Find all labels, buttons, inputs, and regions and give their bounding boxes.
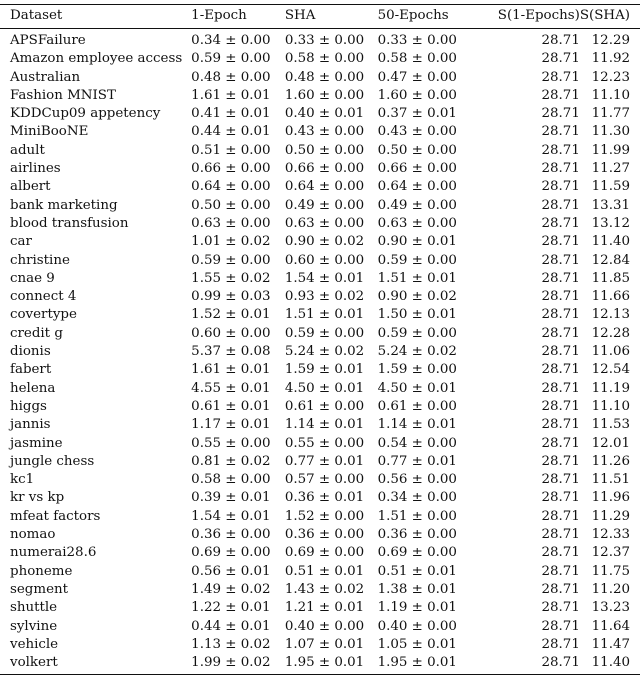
table-row bbox=[0, 29, 640, 51]
cell-speedup-1-epoch: 28.71 bbox=[541, 508, 580, 524]
cell-50-epochs: 1.38 ± 0.01 bbox=[377, 581, 457, 597]
table-row bbox=[0, 398, 640, 416]
cell-dataset: numerai28.6 bbox=[10, 545, 97, 561]
cell-sha: 0.59 ± 0.00 bbox=[284, 325, 365, 341]
cell-50-epochs: 4.50 ± 0.01 bbox=[377, 380, 457, 396]
cell-50-epochs: 0.43 ± 0.00 bbox=[377, 124, 457, 140]
cell-sha: 0.51 ± 0.01 bbox=[284, 563, 365, 579]
cell-dataset: segment bbox=[10, 581, 68, 597]
cell-dataset: Fashion MNIST bbox=[10, 87, 116, 103]
cell-speedup-sha: 11.53 bbox=[591, 417, 630, 433]
cell-dataset: jasmine bbox=[10, 435, 63, 451]
table-row bbox=[0, 50, 640, 68]
cell-dataset: shuttle bbox=[10, 600, 58, 616]
table-row bbox=[0, 123, 640, 141]
cell-sha: 1.21 ± 0.01 bbox=[284, 600, 365, 616]
cell-speedup-sha: 12.28 bbox=[591, 325, 630, 341]
cell-speedup-sha: 12.01 bbox=[591, 435, 630, 451]
cell-50-epochs: 0.47 ± 0.00 bbox=[377, 69, 457, 85]
cell-1-epoch: 0.55 ± 0.00 bbox=[191, 435, 271, 451]
cell-speedup-sha: 11.96 bbox=[591, 490, 630, 506]
cell-50-epochs: 0.40 ± 0.00 bbox=[377, 618, 457, 634]
header-speedup-sha: S(SHA) bbox=[579, 8, 630, 24]
table-row bbox=[0, 453, 640, 471]
cell-speedup-1-epoch: 28.71 bbox=[541, 600, 580, 616]
cell-speedup-sha: 11.64 bbox=[591, 618, 630, 634]
cell-speedup-1-epoch: 28.71 bbox=[541, 234, 580, 250]
cell-sha: 4.50 ± 0.01 bbox=[284, 380, 365, 396]
cell-sha: 0.64 ± 0.00 bbox=[284, 179, 365, 195]
cell-1-epoch: 0.44 ± 0.01 bbox=[191, 124, 271, 140]
cell-dataset: cnae 9 bbox=[10, 270, 55, 286]
cell-speedup-sha: 12.13 bbox=[591, 307, 630, 323]
table-row bbox=[0, 636, 640, 654]
cell-1-epoch: 0.41 ± 0.01 bbox=[191, 106, 271, 122]
cell-speedup-1-epoch: 28.71 bbox=[541, 142, 580, 158]
cell-50-epochs: 0.49 ± 0.00 bbox=[377, 197, 457, 213]
cell-speedup-sha: 13.23 bbox=[591, 600, 630, 616]
cell-speedup-1-epoch: 28.71 bbox=[541, 307, 580, 323]
cell-speedup-sha: 11.59 bbox=[591, 179, 630, 195]
cell-speedup-1-epoch: 28.71 bbox=[541, 87, 580, 103]
cell-sha: 1.60 ± 0.00 bbox=[284, 87, 365, 103]
cell-dataset: higgs bbox=[10, 398, 47, 414]
cell-speedup-sha: 11.92 bbox=[591, 51, 630, 67]
cell-50-epochs: 1.14 ± 0.01 bbox=[377, 417, 457, 433]
cell-50-epochs: 1.19 ± 0.01 bbox=[377, 600, 457, 616]
cell-speedup-1-epoch: 28.71 bbox=[541, 618, 580, 634]
cell-speedup-1-epoch: 28.71 bbox=[541, 655, 580, 671]
cell-speedup-1-epoch: 28.71 bbox=[541, 417, 580, 433]
table-row bbox=[0, 252, 640, 270]
cell-dataset: MiniBooNE bbox=[10, 124, 89, 140]
cell-1-epoch: 0.34 ± 0.00 bbox=[191, 33, 271, 48]
cell-50-epochs: 0.58 ± 0.00 bbox=[377, 51, 457, 67]
cell-speedup-sha: 11.06 bbox=[591, 344, 630, 360]
cell-dataset: jannis bbox=[10, 417, 51, 433]
cell-speedup-1-epoch: 28.71 bbox=[541, 435, 580, 451]
table-row bbox=[0, 270, 640, 288]
cell-1-epoch: 0.60 ± 0.00 bbox=[191, 325, 271, 341]
cell-50-epochs: 0.63 ± 0.00 bbox=[377, 215, 457, 231]
cell-sha: 1.59 ± 0.01 bbox=[284, 362, 365, 378]
cell-50-epochs: 1.51 ± 0.01 bbox=[377, 270, 457, 286]
table-header bbox=[0, 5, 640, 29]
cell-speedup-1-epoch: 28.71 bbox=[541, 289, 580, 305]
cell-50-epochs: 0.66 ± 0.00 bbox=[377, 161, 457, 177]
cell-speedup-sha: 11.99 bbox=[591, 142, 630, 158]
cell-1-epoch: 1.52 ± 0.01 bbox=[191, 307, 271, 323]
cell-sha: 1.52 ± 0.00 bbox=[284, 508, 365, 524]
cell-sha: 0.58 ± 0.00 bbox=[284, 51, 365, 67]
table-row bbox=[0, 380, 640, 398]
cell-50-epochs: 1.60 ± 0.00 bbox=[377, 87, 457, 103]
cell-50-epochs: 1.51 ± 0.00 bbox=[377, 508, 457, 524]
cell-dataset: Australian bbox=[10, 69, 81, 85]
cell-speedup-sha: 11.40 bbox=[591, 234, 630, 250]
cell-sha: 0.61 ± 0.00 bbox=[284, 398, 365, 414]
table-row bbox=[0, 215, 640, 233]
cell-1-epoch: 0.39 ± 0.01 bbox=[191, 490, 271, 506]
cell-speedup-sha: 12.23 bbox=[591, 69, 630, 85]
cell-1-epoch: 0.61 ± 0.01 bbox=[191, 398, 271, 414]
cell-sha: 5.24 ± 0.02 bbox=[284, 344, 365, 360]
header-1-epoch: 1-Epoch bbox=[191, 8, 247, 24]
cell-speedup-sha: 11.30 bbox=[591, 124, 630, 140]
cell-sha: 0.77 ± 0.01 bbox=[284, 453, 365, 469]
table-row bbox=[0, 416, 640, 434]
cell-1-epoch: 0.81 ± 0.02 bbox=[191, 453, 271, 469]
cell-sha: 0.48 ± 0.00 bbox=[284, 69, 365, 85]
cell-sha: 0.60 ± 0.00 bbox=[284, 252, 365, 268]
table-row bbox=[0, 544, 640, 562]
cell-50-epochs: 1.50 ± 0.01 bbox=[377, 307, 457, 323]
cell-sha: 0.40 ± 0.00 bbox=[284, 618, 365, 634]
cell-1-epoch: 1.22 ± 0.01 bbox=[191, 600, 271, 616]
cell-speedup-sha: 12.37 bbox=[591, 545, 630, 561]
cell-50-epochs: 0.50 ± 0.00 bbox=[377, 142, 457, 158]
table-row bbox=[0, 581, 640, 599]
cell-1-epoch: 1.13 ± 0.02 bbox=[191, 636, 271, 652]
table-row bbox=[0, 563, 640, 581]
cell-sha: 0.90 ± 0.02 bbox=[284, 234, 365, 250]
cell-1-epoch: 0.36 ± 0.00 bbox=[191, 527, 271, 543]
table-row bbox=[0, 105, 640, 123]
cell-sha: 0.36 ± 0.00 bbox=[284, 527, 365, 543]
cell-speedup-sha: 12.54 bbox=[591, 362, 630, 378]
cell-1-epoch: 0.69 ± 0.00 bbox=[191, 545, 271, 561]
cell-1-epoch: 1.55 ± 0.02 bbox=[191, 270, 271, 286]
cell-speedup-sha: 12.29 bbox=[591, 33, 630, 48]
cell-sha: 1.95 ± 0.01 bbox=[284, 655, 365, 671]
cell-speedup-sha: 12.33 bbox=[591, 527, 630, 543]
cell-dataset: bank marketing bbox=[10, 197, 118, 213]
table-row bbox=[0, 160, 640, 178]
cell-50-epochs: 0.54 ± 0.00 bbox=[377, 435, 457, 451]
cell-dataset: covertype bbox=[10, 307, 77, 323]
cell-speedup-1-epoch: 28.71 bbox=[541, 362, 580, 378]
cell-speedup-sha: 11.47 bbox=[591, 636, 630, 652]
cell-dataset: nomao bbox=[10, 527, 56, 543]
cell-dataset: volkert bbox=[10, 655, 58, 671]
cell-50-epochs: 0.90 ± 0.01 bbox=[377, 234, 457, 250]
cell-speedup-1-epoch: 28.71 bbox=[541, 545, 580, 561]
cell-50-epochs: 1.59 ± 0.00 bbox=[377, 362, 457, 378]
cell-1-epoch: 1.54 ± 0.01 bbox=[191, 508, 271, 524]
cell-50-epochs: 0.51 ± 0.01 bbox=[377, 563, 457, 579]
cell-dataset: phoneme bbox=[10, 563, 73, 579]
cell-sha: 0.40 ± 0.01 bbox=[284, 106, 365, 122]
cell-dataset: credit g bbox=[10, 325, 63, 341]
cell-speedup-sha: 11.51 bbox=[591, 472, 630, 488]
cell-speedup-1-epoch: 28.71 bbox=[541, 252, 580, 268]
cell-1-epoch: 0.48 ± 0.00 bbox=[191, 69, 271, 85]
table-row bbox=[0, 489, 640, 507]
cell-sha: 0.57 ± 0.00 bbox=[284, 472, 365, 488]
cell-speedup-1-epoch: 28.71 bbox=[541, 161, 580, 177]
cell-1-epoch: 4.55 ± 0.01 bbox=[191, 380, 271, 396]
cell-dataset: kr vs kp bbox=[10, 490, 65, 506]
cell-50-epochs: 1.05 ± 0.01 bbox=[377, 636, 457, 652]
table-body bbox=[0, 29, 640, 675]
cell-50-epochs: 0.90 ± 0.02 bbox=[377, 289, 457, 305]
header-row bbox=[0, 5, 640, 29]
table-row bbox=[0, 87, 640, 105]
cell-50-epochs: 0.59 ± 0.00 bbox=[377, 325, 457, 341]
cell-dataset: Amazon employee access bbox=[10, 51, 183, 67]
cell-speedup-sha: 11.10 bbox=[591, 87, 630, 103]
cell-speedup-sha: 11.66 bbox=[591, 289, 630, 305]
cell-50-epochs: 0.64 ± 0.00 bbox=[377, 179, 457, 195]
cell-1-epoch: 1.61 ± 0.01 bbox=[191, 362, 271, 378]
cell-dataset: connect 4 bbox=[10, 289, 77, 305]
table-row bbox=[0, 142, 640, 160]
cell-speedup-1-epoch: 28.71 bbox=[541, 69, 580, 85]
cell-1-epoch: 0.56 ± 0.01 bbox=[191, 563, 271, 579]
table-row bbox=[0, 233, 640, 251]
cell-speedup-1-epoch: 28.71 bbox=[541, 33, 580, 48]
cell-1-epoch: 0.99 ± 0.03 bbox=[191, 289, 271, 305]
cell-speedup-sha: 13.12 bbox=[591, 215, 630, 231]
table-row bbox=[0, 197, 640, 215]
results-table bbox=[0, 4, 640, 675]
cell-dataset: dionis bbox=[10, 344, 51, 360]
cell-1-epoch: 0.50 ± 0.00 bbox=[191, 197, 271, 213]
cell-sha: 0.93 ± 0.02 bbox=[284, 289, 365, 305]
table-row bbox=[0, 508, 640, 526]
table-row bbox=[0, 288, 640, 306]
cell-sha: 0.49 ± 0.00 bbox=[284, 197, 365, 213]
table-row bbox=[0, 361, 640, 379]
cell-1-epoch: 0.66 ± 0.00 bbox=[191, 161, 271, 177]
cell-speedup-1-epoch: 28.71 bbox=[541, 636, 580, 652]
cell-dataset: jungle chess bbox=[10, 453, 95, 469]
cell-speedup-1-epoch: 28.71 bbox=[541, 344, 580, 360]
cell-1-epoch: 1.49 ± 0.02 bbox=[191, 581, 271, 597]
header-speedup-1-epoch: S(1-Epochs) bbox=[497, 8, 580, 24]
cell-speedup-sha: 11.77 bbox=[591, 106, 630, 122]
cell-1-epoch: 0.51 ± 0.00 bbox=[191, 142, 271, 158]
cell-50-epochs: 0.34 ± 0.00 bbox=[377, 490, 457, 506]
cell-speedup-1-epoch: 28.71 bbox=[541, 453, 580, 469]
cell-speedup-1-epoch: 28.71 bbox=[541, 490, 580, 506]
table-row bbox=[0, 306, 640, 324]
table-row bbox=[0, 471, 640, 489]
cell-sha: 0.55 ± 0.00 bbox=[284, 435, 365, 451]
header-dataset: Dataset bbox=[10, 8, 63, 24]
cell-speedup-sha: 11.26 bbox=[591, 453, 630, 469]
cell-speedup-1-epoch: 28.71 bbox=[541, 179, 580, 195]
cell-speedup-1-epoch: 28.71 bbox=[541, 124, 580, 140]
cell-speedup-1-epoch: 28.71 bbox=[541, 215, 580, 231]
cell-50-epochs: 1.95 ± 0.01 bbox=[377, 655, 457, 671]
table-row bbox=[0, 325, 640, 343]
cell-dataset: blood transfusion bbox=[10, 215, 129, 231]
cell-sha: 1.14 ± 0.01 bbox=[284, 417, 365, 433]
cell-dataset: car bbox=[10, 234, 32, 250]
cell-1-epoch: 1.17 ± 0.01 bbox=[191, 417, 271, 433]
cell-dataset: helena bbox=[10, 380, 56, 396]
cell-speedup-sha: 11.40 bbox=[591, 655, 630, 671]
cell-speedup-1-epoch: 28.71 bbox=[541, 581, 580, 597]
cell-dataset: adult bbox=[10, 142, 45, 158]
cell-speedup-sha: 11.75 bbox=[591, 563, 630, 579]
cell-sha: 1.07 ± 0.01 bbox=[284, 636, 365, 652]
cell-speedup-1-epoch: 28.71 bbox=[541, 51, 580, 67]
cell-sha: 1.54 ± 0.01 bbox=[284, 270, 365, 286]
cell-sha: 1.51 ± 0.01 bbox=[284, 307, 365, 323]
cell-sha: 0.63 ± 0.00 bbox=[284, 215, 365, 231]
cell-50-epochs: 5.24 ± 0.02 bbox=[377, 344, 457, 360]
cell-speedup-1-epoch: 28.71 bbox=[541, 472, 580, 488]
cell-speedup-1-epoch: 28.71 bbox=[541, 270, 580, 286]
cell-1-epoch: 0.58 ± 0.00 bbox=[191, 472, 271, 488]
cell-1-epoch: 0.64 ± 0.00 bbox=[191, 179, 271, 195]
cell-sha: 0.33 ± 0.00 bbox=[284, 33, 365, 48]
cell-speedup-1-epoch: 28.71 bbox=[541, 527, 580, 543]
table-row bbox=[0, 654, 640, 675]
cell-50-epochs: 0.33 ± 0.00 bbox=[377, 33, 457, 48]
cell-speedup-sha: 11.19 bbox=[591, 380, 630, 396]
cell-speedup-1-epoch: 28.71 bbox=[541, 398, 580, 414]
cell-dataset: christine bbox=[10, 252, 70, 268]
cell-50-epochs: 0.36 ± 0.00 bbox=[377, 527, 457, 543]
cell-50-epochs: 0.69 ± 0.00 bbox=[377, 545, 457, 561]
cell-speedup-1-epoch: 28.71 bbox=[541, 563, 580, 579]
cell-dataset: albert bbox=[10, 179, 51, 195]
cell-sha: 1.43 ± 0.02 bbox=[284, 581, 365, 597]
header-sha: SHA bbox=[284, 8, 316, 24]
cell-sha: 0.36 ± 0.01 bbox=[284, 490, 365, 506]
cell-sha: 0.50 ± 0.00 bbox=[284, 142, 365, 158]
cell-speedup-sha: 11.85 bbox=[591, 270, 630, 286]
cell-sha: 0.43 ± 0.00 bbox=[284, 124, 365, 140]
cell-1-epoch: 0.59 ± 0.00 bbox=[191, 51, 271, 67]
table-row bbox=[0, 178, 640, 196]
cell-speedup-sha: 12.84 bbox=[591, 252, 630, 268]
cell-sha: 0.66 ± 0.00 bbox=[284, 161, 365, 177]
cell-speedup-sha: 13.31 bbox=[591, 197, 630, 213]
cell-1-epoch: 5.37 ± 0.08 bbox=[191, 344, 271, 360]
cell-50-epochs: 0.37 ± 0.01 bbox=[377, 106, 457, 122]
cell-50-epochs: 0.61 ± 0.00 bbox=[377, 398, 457, 414]
cell-dataset: vehicle bbox=[10, 636, 59, 652]
cell-speedup-1-epoch: 28.71 bbox=[541, 106, 580, 122]
cell-speedup-sha: 11.27 bbox=[591, 161, 630, 177]
cell-speedup-sha: 11.29 bbox=[591, 508, 630, 524]
cell-dataset: KDDCup09 appetency bbox=[10, 106, 161, 122]
cell-50-epochs: 0.59 ± 0.00 bbox=[377, 252, 457, 268]
cell-speedup-1-epoch: 28.71 bbox=[541, 380, 580, 396]
cell-dataset: sylvine bbox=[10, 618, 58, 634]
table-row bbox=[0, 343, 640, 361]
cell-1-epoch: 0.59 ± 0.00 bbox=[191, 252, 271, 268]
cell-dataset: fabert bbox=[10, 362, 52, 378]
table-row bbox=[0, 435, 640, 453]
cell-1-epoch: 1.61 ± 0.01 bbox=[191, 87, 271, 103]
table-row bbox=[0, 526, 640, 544]
header-50-epochs: 50-Epochs bbox=[377, 8, 449, 24]
cell-1-epoch: 0.63 ± 0.00 bbox=[191, 215, 271, 231]
cell-1-epoch: 1.01 ± 0.02 bbox=[191, 234, 271, 250]
cell-1-epoch: 1.99 ± 0.02 bbox=[191, 655, 271, 671]
cell-speedup-sha: 11.20 bbox=[591, 581, 630, 597]
table-row bbox=[0, 599, 640, 617]
cell-dataset: kc1 bbox=[10, 472, 35, 488]
cell-1-epoch: 0.44 ± 0.01 bbox=[191, 618, 271, 634]
cell-speedup-1-epoch: 28.71 bbox=[541, 197, 580, 213]
table-row bbox=[0, 618, 640, 636]
cell-50-epochs: 0.77 ± 0.01 bbox=[377, 453, 457, 469]
cell-50-epochs: 0.56 ± 0.00 bbox=[377, 472, 457, 488]
cell-dataset: mfeat factors bbox=[10, 508, 101, 524]
table-row bbox=[0, 69, 640, 87]
cell-dataset: airlines bbox=[10, 161, 61, 177]
cell-dataset: APSFailure bbox=[10, 33, 86, 48]
cell-speedup-sha: 11.10 bbox=[591, 398, 630, 414]
cell-speedup-1-epoch: 28.71 bbox=[541, 325, 580, 341]
cell-sha: 0.69 ± 0.00 bbox=[284, 545, 365, 561]
